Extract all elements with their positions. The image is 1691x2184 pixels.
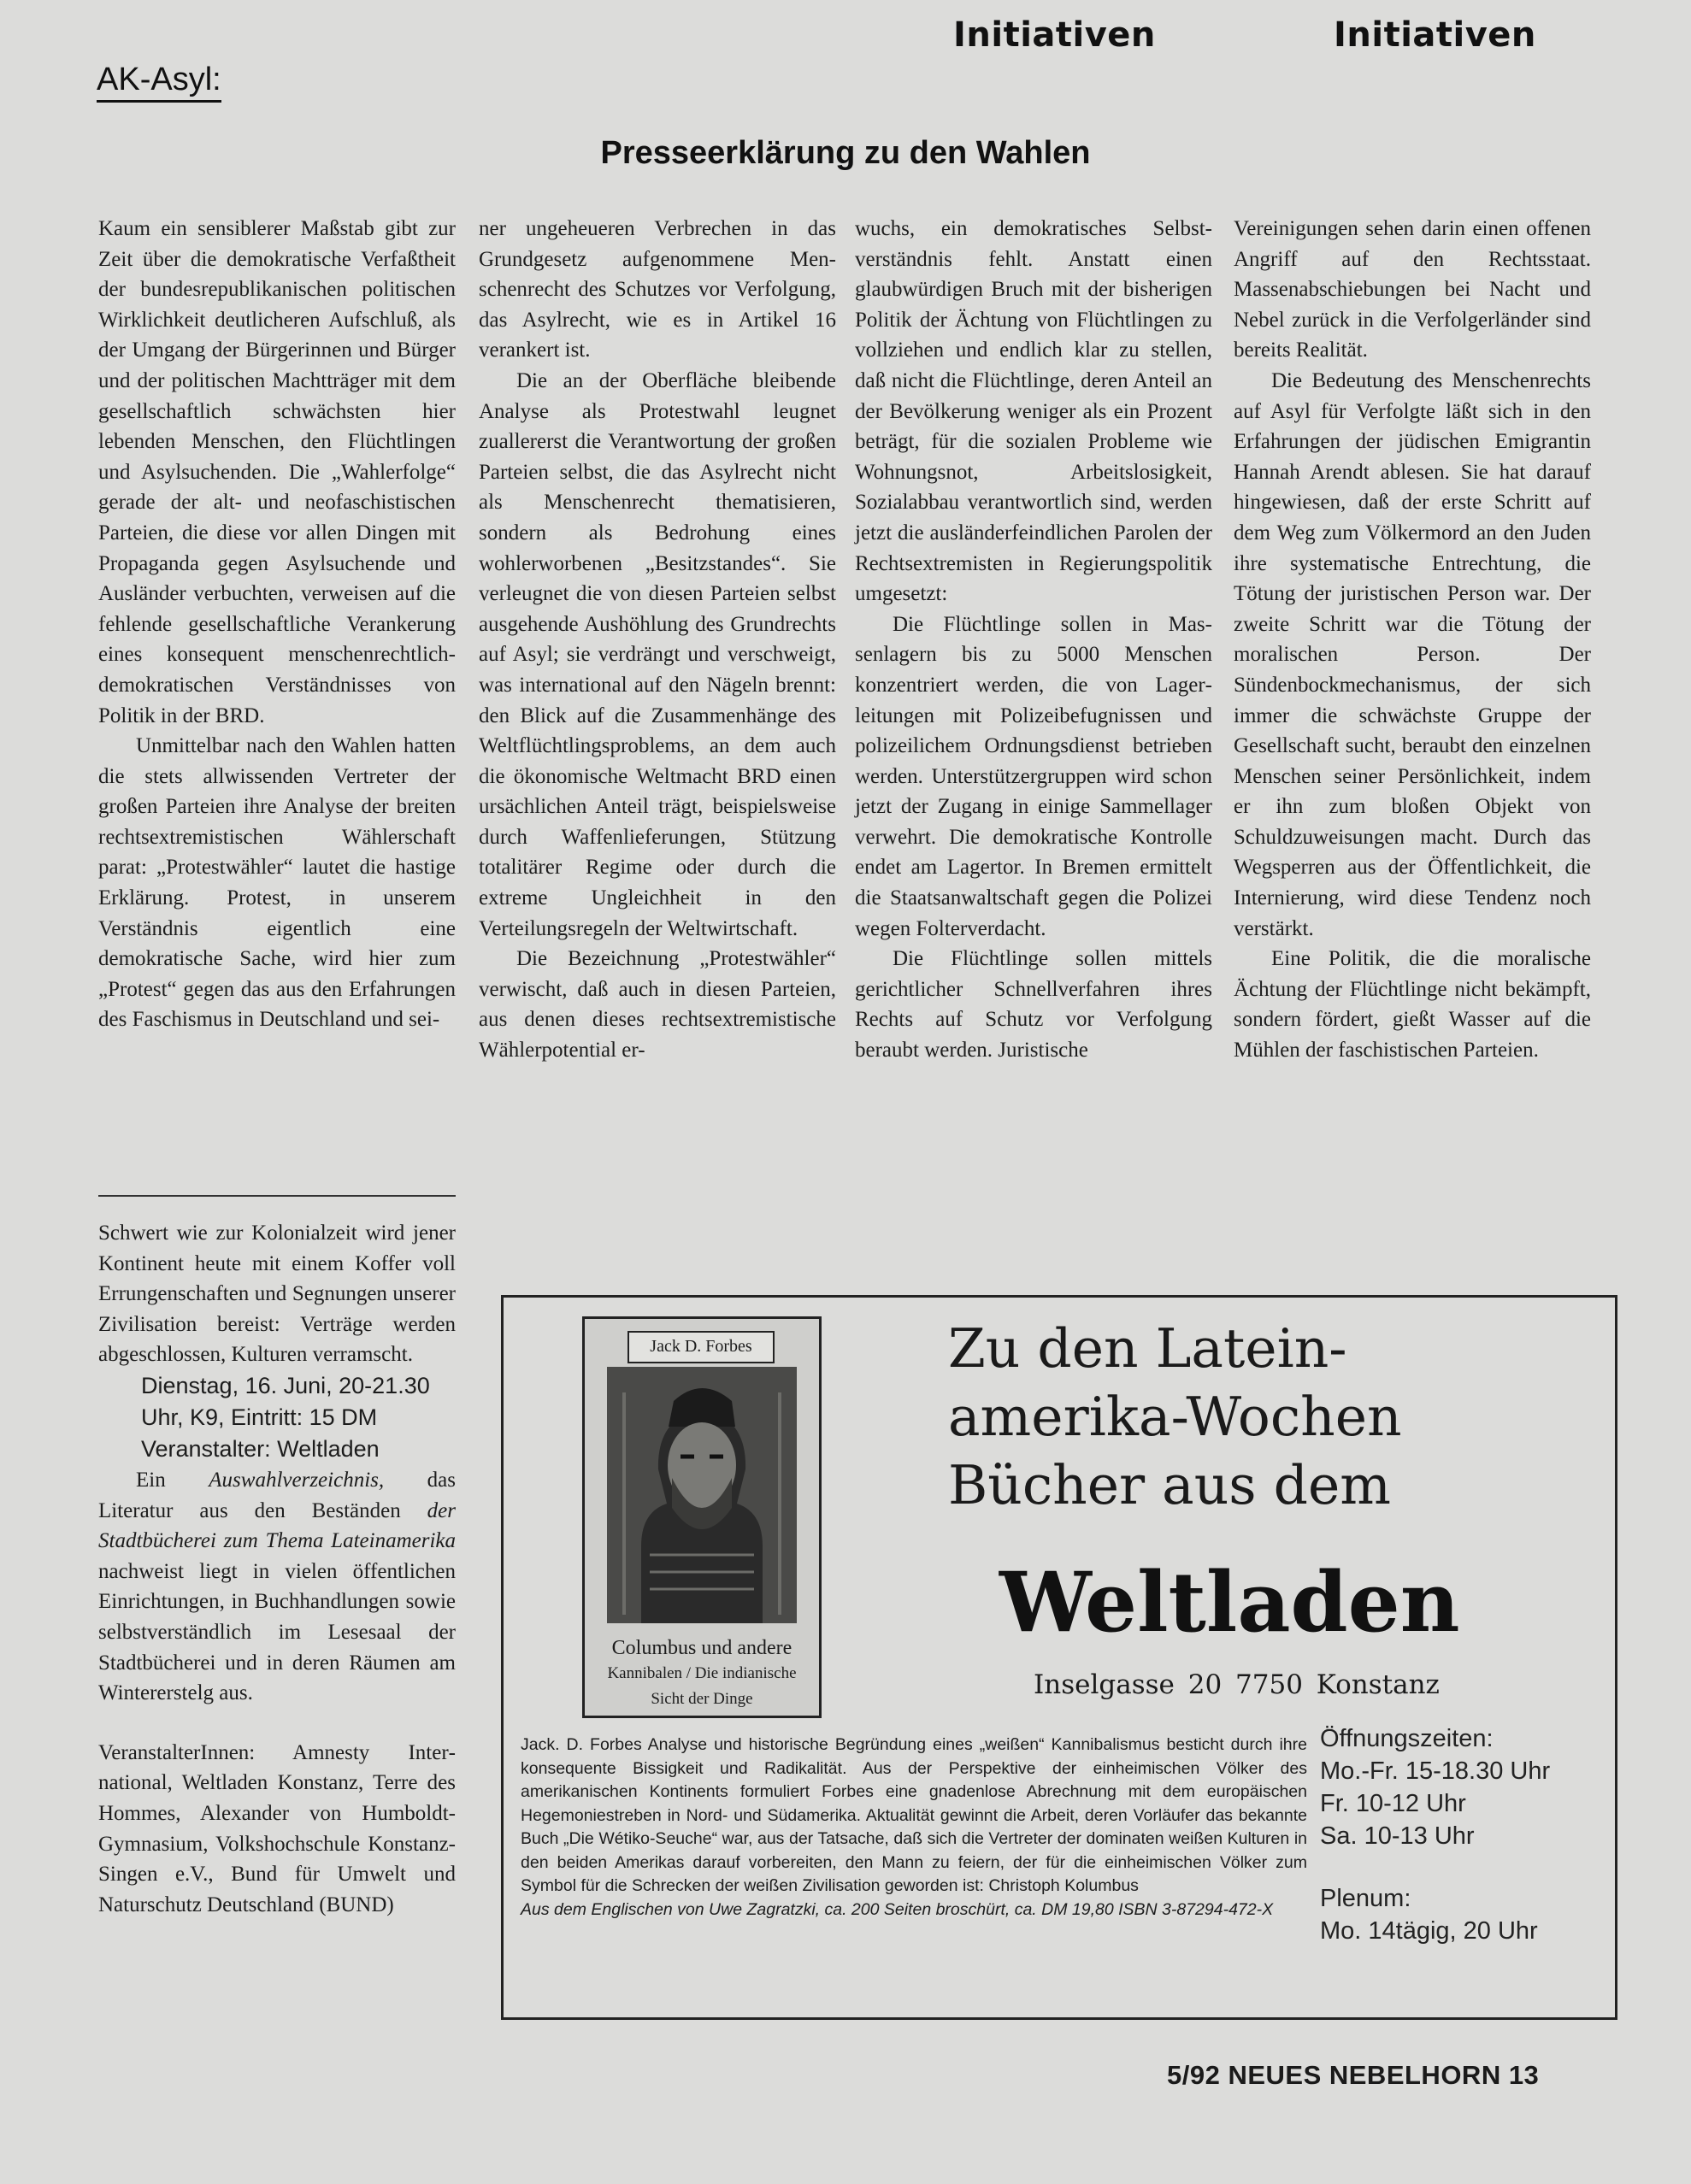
hours-line: Fr. 10-12 Uhr <box>1320 1790 1466 1817</box>
woodcut-portrait-image <box>607 1367 797 1623</box>
spacer <box>98 1709 456 1738</box>
paragraph: Kaum ein sensiblerer Maßstab gibt zur Zeit über die demokratische Verfaßtheit der bundesrepublikanischen politischen Wirklichkeit deutlicheren Aufschluß, als der Umgang der Bürgerinnen und Bürger und der politischen Machtträger mit dem gesellschaftlich schwächsten hier lebenden Menschen, den Flüchtlingen und Asylsuchenden. Die „Wahlerfolge“ gerade der alt- und neofaschistischen Parteien, die diese vor allen Dingen mit Propaganda gegen Asylsuchende und Ausländer verbuchten, verweisen auf die fehlende gesellschaftliche Verankerung eines konsequent menschenrechtlich-demokratischen Verständnisses von Politik in der BRD. <box>98 217 456 727</box>
text-run: nachweist liegt in vielen öffentlichen Einrichtungen, in Buchhandlungen sowie selbstverständlich im Lesesaal der Stadtbücherei und in deren Räumen am Wintererstelg aus. <box>98 1559 456 1705</box>
event-intro: Schwert wie zur Kolonialzeit wird jener Kontinent heute mit einem Koffer voll Errungenschaften und Segnungen unserer Zivilisation bereist: Verträge werden abgeschlossen, Kulturen verramscht. <box>98 1222 456 1367</box>
store-address: Inselgasse 20 7750 Konstanz <box>1034 1669 1440 1700</box>
book-description <box>521 1734 1307 1922</box>
catalogue-paragraph <box>98 1465 456 1709</box>
spacer <box>1320 1852 1611 1882</box>
paragraph: Vereinigungen sehen darin einen offenen Angriff auf den Rechtsstaat. Massenabschiebungen bei Nacht und Nebel zurück in die Verfolgerländer sind bereits Realität. <box>1234 217 1591 362</box>
text-run: das Literatur aus den Beständen <box>98 1468 457 1522</box>
hours-line: Sa. 10-13 Uhr <box>1320 1822 1475 1850</box>
book-cover <box>582 1316 822 1718</box>
article-column-3 <box>855 214 1212 1066</box>
article-column-2 <box>479 214 836 1066</box>
paragraph: Unmittelbar nach den Wahlen hatten die stets allwissenden Vertreter der großen Parteien ihre Analyse der breiten rechtsextremistischen Wählerschaft parat: „Protestwähler“ lautet die hastige Erklärung. Protest, in unserem Verständnis eigentlich eine demokratische Sache, wird hier zum „Protest“ gegen das aus den Erfahrungen des Faschismus in Deutschland und sei- <box>98 734 456 1032</box>
ad-headline-line: Bücher aus dem <box>948 1454 1391 1516</box>
ad-headline-line: Zu den Latein- <box>948 1317 1347 1380</box>
running-header-right: Initiativen <box>1334 15 1536 55</box>
paragraph: Eine Politik, die die moralische Ächtung der Flüchtlinge nicht bekämpft, sondern fördert, gießt Wasser auf die Mühlen der faschistischen Parteien. <box>1234 947 1591 1063</box>
paragraph: Die Flüchtlinge sollen in Massenlagern bis zu 5000 Menschen konzentriert werden, die von Lagerleitungen mit Polizeibefugnissen und polizeilichem Ordnungsdienst betrieben werden. Unterstützergruppen wird schon jetzt der Zugang in einige Sammellager verwehrt. Die demokratische Kontrolle endet am Lagertor. In Bremen ermittelt die Staatsanwaltschaft gegen die Polizei wegen Folterverdacht. <box>855 612 1212 940</box>
paragraph: Die Bezeichnung „Protestwähler“ verwischt, daß auch in diesen Parteien, aus denen dieses rechtsextremistische Wählerpotential er- <box>479 947 836 1063</box>
description-text: Jack. D. Forbes Analyse und historische Begründung eines „weißen“ Kannibalismus besticht durch ihre konsequente Bissigkeit und Radikalität. Aus der Perspektive der einheimischen Völker des amerikanischen Kontinents formuliert Forbes eine gnadenlose Abrechnung mit dem europäischen Hegemoniestreben in Nord- und Südamerika. Aktualität gewinnt die Arbeit, deren Vorläufer das bekannte Buch „Die Wétiko-Seuche“ war, aus der Tatsache, daß sich die Vertreter der dominaten weißen Kulturen in den beiden Amerikas darauf vorbereiten, den Mann zu feiern, der für die einheimischen Völker zum Symbol für die Schrecken der weißen Zivilisation geworden ist: Christoph Kolumbus <box>521 1735 1307 1895</box>
book-title-line: Kannibalen / Die indianische <box>607 1664 797 1682</box>
paragraph: Die Bedeutung des Menschenrechts auf Asyl für Verfolgte läßt sich in den Erfahrungen der jüdischen Emigrantin Hannah Arendt ablesen. Sie hat darauf hingewiesen, daß der erste Schritt auf dem Weg zum Völkermord an den Juden ihre systematische Entrechtung, die Tötung der juristischen Person war. Der zweite Schritt war die Tötung der moralischen Person. Der Sündenbockmechanismus, der sich immer die schwächste Gruppe der Gesellschaft sucht, beraubt den einzelnen Menschen seiner Persönlichkeit, indem er ihn zum bloßen Objekt von Schuldzuweisungen macht. Durch das Wegsperren aus der Öffentlichkeit, die Internierung, wird diese Tendenz noch verstärkt. <box>1234 368 1591 940</box>
paragraph: ner ungeheueren Verbrechen in das Grundgesetz aufgenommene Menschenrecht des Schutzes vor Verfolgung, das Asylrecht, wie es in Artikel 16 verankert ist. <box>479 217 836 362</box>
plenum-title: Plenum: <box>1320 1885 1411 1912</box>
bookstore-advertisement <box>501 1295 1617 2020</box>
paragraph: Die an der Oberfläche bleibende Analyse als Protestwahl leugnet zuallererst die Verantwortung der großen Parteien selbst, die das Asylrecht nicht als Menschenrecht thematisieren, sondern als Bedrohung eines wohlerworbenen „Besitzstandes“. Sie verleugnet die von diesen Parteien selbst ausgehende Aushöhlung des Grundrechts auf Asyl; sie verdrängt und verschweigt, was international auf den Nägeln brennt: den Blick auf die Zusammenhänge des Weltflüchtlingsproblems, an dem auch die ökonomische Weltmacht BRD einen ursächlichen Anteil trägt, beispielsweise durch Waffenlieferungen, Stützung totalitärer Regime oder durch die extreme Ungleichheit in den Verteilungsregeln der Weltwirtschaft. <box>479 368 836 940</box>
book-author: Jack D. Forbes <box>627 1331 775 1363</box>
book-title <box>585 1635 819 1712</box>
hours-title: Öffnungszeiten: <box>1320 1725 1494 1752</box>
page-footer: 5/92 NEUES NEBELHORN 13 <box>1167 2060 1540 2090</box>
opening-hours <box>1320 1722 1611 1947</box>
divider-rule <box>98 1195 456 1197</box>
ad-headline <box>948 1315 1402 1520</box>
article-column-1 <box>98 214 456 1035</box>
section-label: AK-Asyl: <box>97 62 221 103</box>
article-column-4 <box>1234 214 1591 1066</box>
plenum-line: Mo. 14tägig, 20 Uhr <box>1320 1917 1538 1945</box>
ad-headline-line: amerika-Wochen <box>948 1386 1402 1448</box>
text-run-italic: der Stadtbücherei zum Thema Lateinamerika <box>98 1498 456 1553</box>
book-title-line: Sicht der Dinge <box>651 1690 753 1708</box>
event-time-price: Uhr, K9, Eintritt: 15 DM <box>141 1404 378 1430</box>
store-name: Weltladen <box>999 1554 1460 1651</box>
event-date: Dienstag, 16. Juni, 20-21.30 <box>141 1372 430 1398</box>
paragraph: Die Flüchtlinge sollen mittels gerichtlicher Schnellverfahren ihres Rechts auf Schutz vor Verfolgung beraubt werden. Juristische <box>855 947 1212 1063</box>
article-headline: Presseerklärung zu den Wahlen <box>600 135 1091 171</box>
running-header-left: Initiativen <box>953 15 1156 55</box>
book-title-line: Columbus und andere <box>611 1637 792 1659</box>
book-details: Aus dem Englischen von Uwe Zagratzki, ca. 200 Seiten broschürt, ca. DM 19,80 ISBN 3-87294-472-X <box>521 1899 1274 1919</box>
organizers-list: VeranstalterInnen: Amnesty International, Weltladen Konstanz, Terre des Hommes, Alexander von Humboldt-Gymnasium, Volkshochschule Konstanz-Singen e.V., Bund für Umwelt und Naturschutz Deutschland (BUND) <box>98 1740 456 1916</box>
hours-line: Mo.-Fr. 15-18.30 Uhr <box>1320 1757 1551 1785</box>
paragraph: wuchs, ein demokratisches Selbstverständnis fehlt. Anstatt einen glaubwürdigen Bruch mit der bisherigen Politik der Ächtung von Flüchtlingen zu vollziehen und endlich klar zu stellen, daß nicht die Flüchtlinge, deren Anteil an der Bevölkerung weniger als ein Prozent beträgt, für die sozialen Probleme wie Wohnungsnot, Arbeitslosigkeit, Sozialabbau verantwortlich sind, werden jetzt die ausländerfeindlichen Parolen der Rechtsextremisten in Regierungspolitik umgesetzt: <box>855 217 1212 606</box>
text-run: Ein <box>136 1468 209 1492</box>
text-run-italic: Auswahlverzeichnis, <box>209 1468 385 1492</box>
event-organizer: Veranstalter: Weltladen <box>141 1435 380 1462</box>
event-notice <box>98 1218 456 1920</box>
